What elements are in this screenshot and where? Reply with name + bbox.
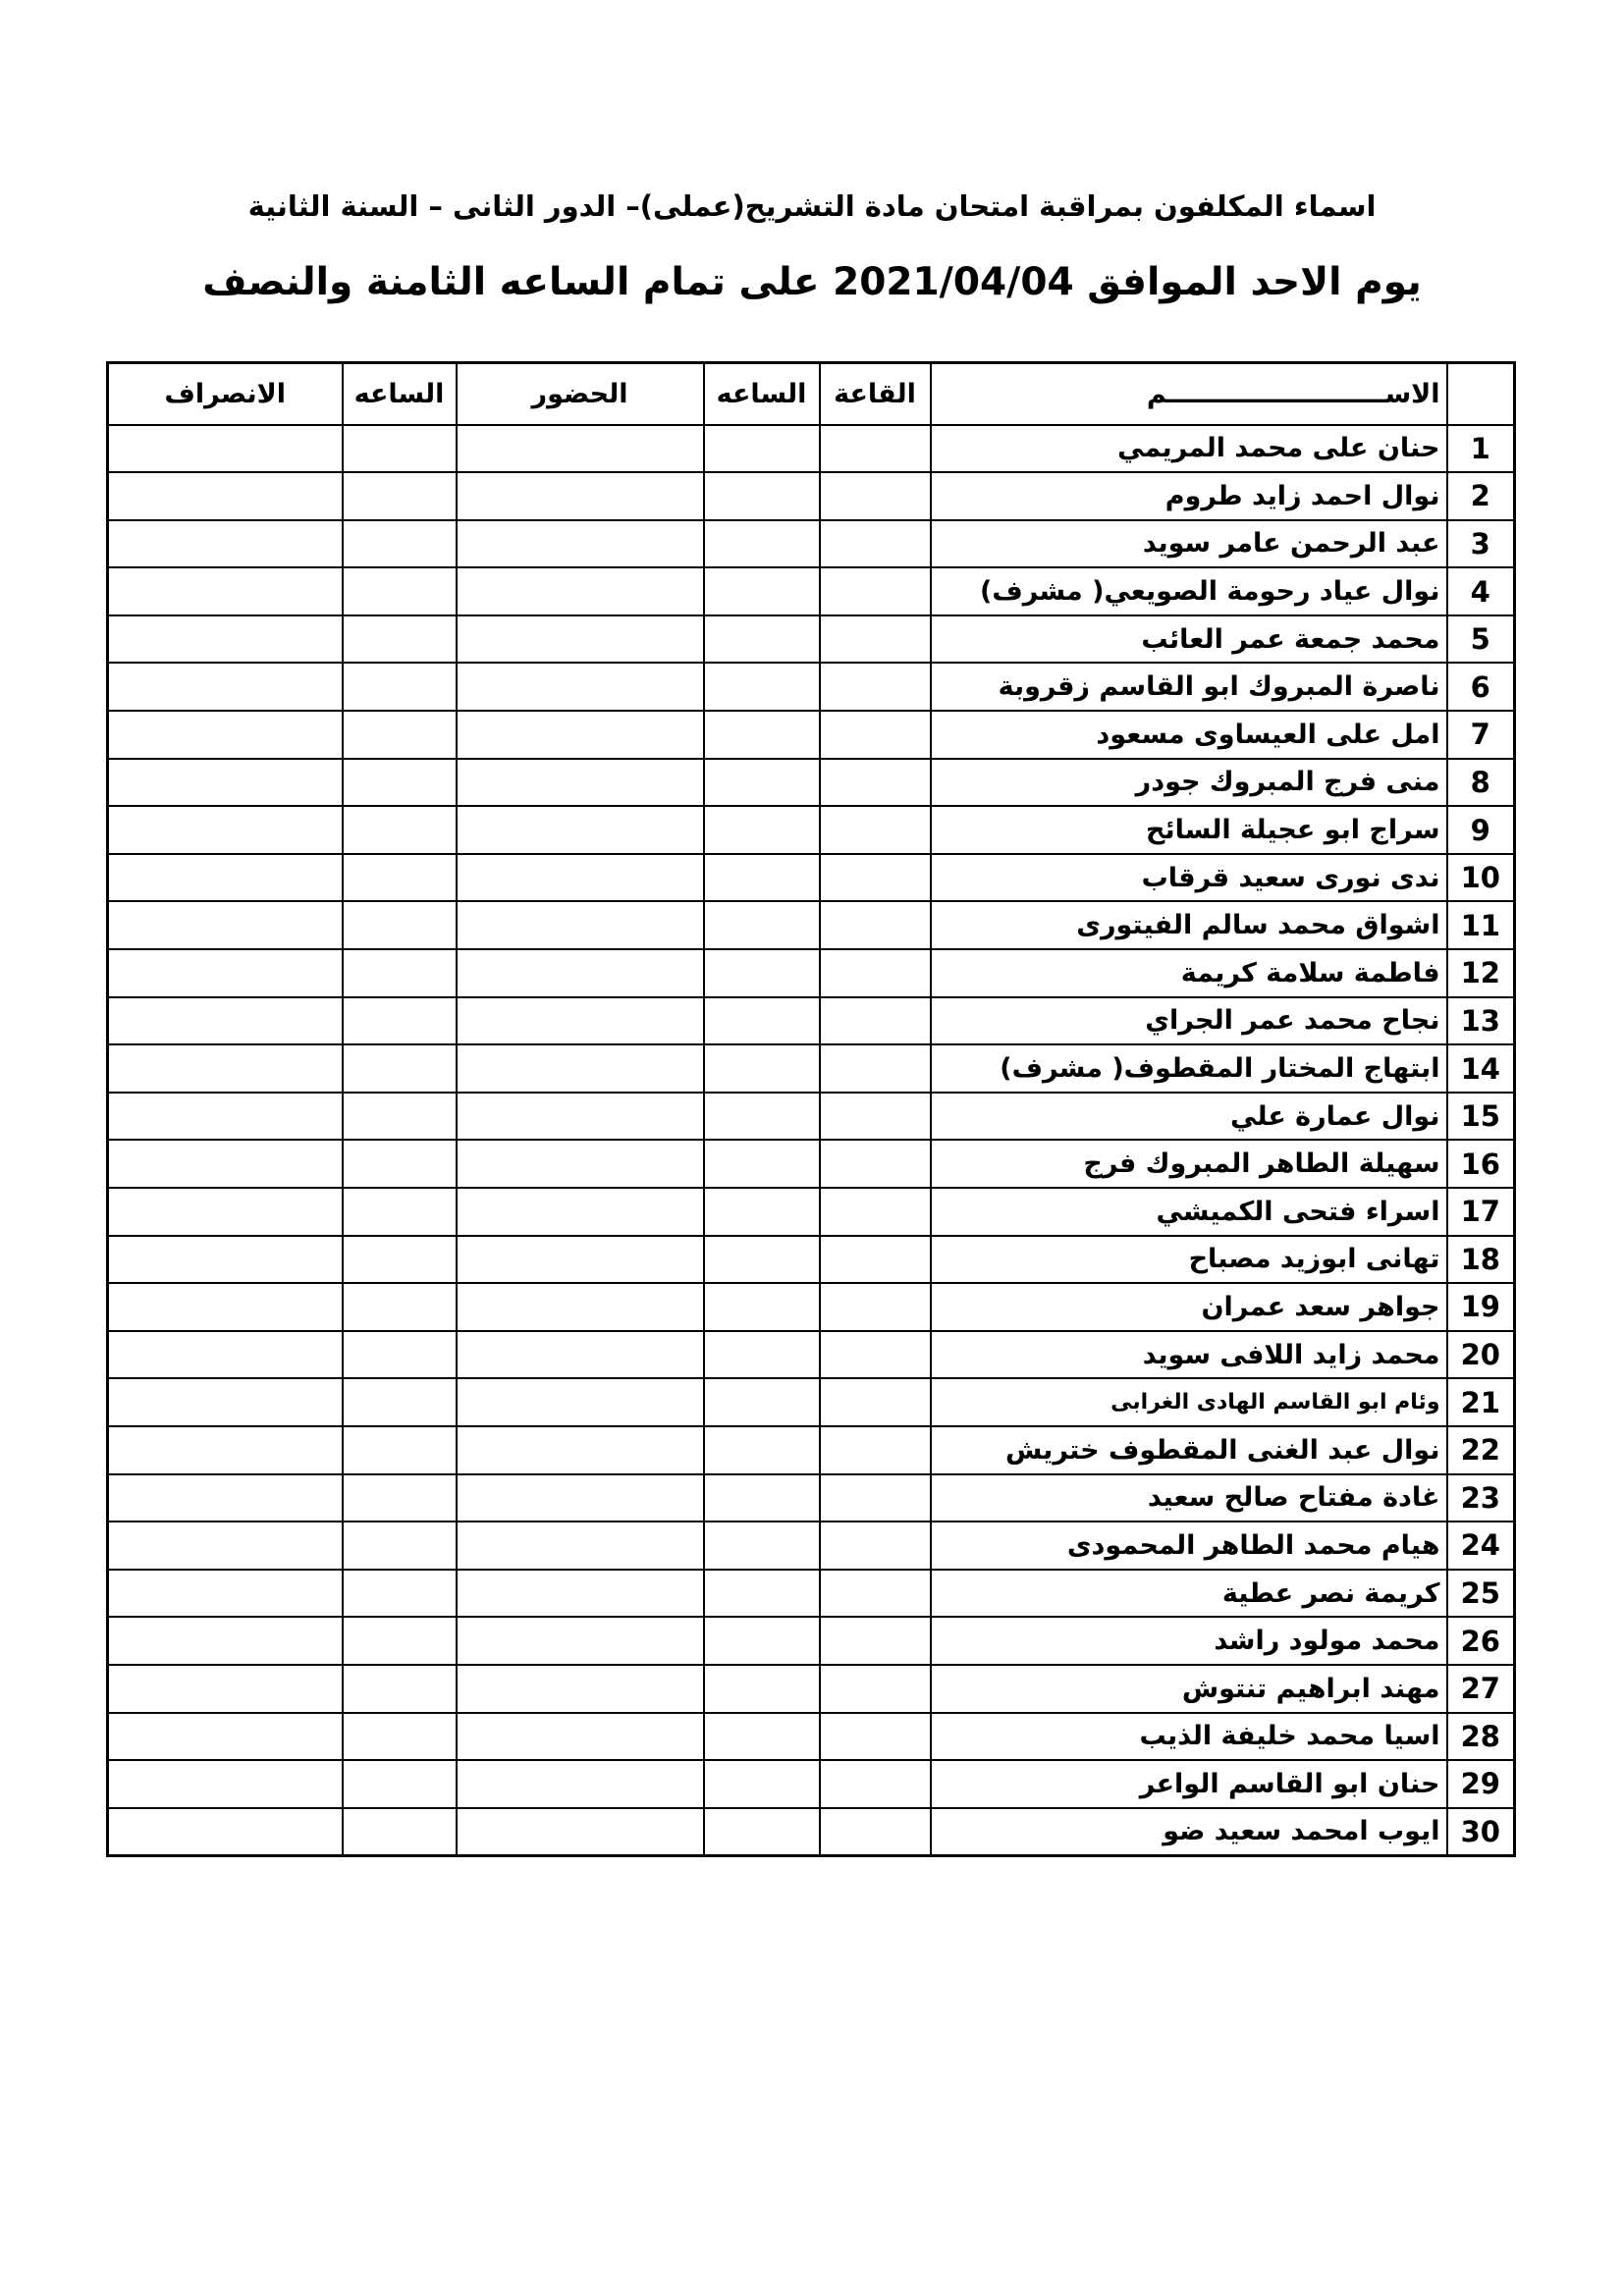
- hour-departure-cell: [343, 1808, 457, 1856]
- hour-departure-cell: [343, 1617, 457, 1665]
- hour-attendance-cell: [704, 567, 820, 615]
- hour-attendance-cell: [704, 1283, 820, 1331]
- departure-cell: [108, 854, 343, 902]
- name-cell: ابتهاج المختار المقطوف( مشرف): [931, 1044, 1447, 1093]
- hall-cell: [820, 949, 931, 997]
- name-cell: مهند ابراهيم تنتوش: [931, 1665, 1447, 1713]
- hour-departure-cell: [343, 1236, 457, 1284]
- row-number-cell: 28: [1447, 1713, 1515, 1761]
- header-row: [108, 363, 1515, 425]
- name-cell: ناصرة المبروك ابو القاسم زقروبة: [931, 663, 1447, 711]
- table-row: [108, 1665, 1515, 1713]
- attendance-cell: [457, 1617, 704, 1665]
- header-hour-attendance: الساعه: [704, 363, 820, 425]
- row-number-cell: 12: [1447, 949, 1515, 997]
- attendance-cell: [457, 854, 704, 902]
- departure-cell: [108, 663, 343, 711]
- row-number-cell: 14: [1447, 1044, 1515, 1093]
- departure-cell: [108, 1617, 343, 1665]
- attendance-cell: [457, 711, 704, 759]
- attendance-cell: [457, 759, 704, 807]
- hour-departure-cell: [343, 1378, 457, 1426]
- hall-cell: [820, 1808, 931, 1856]
- attendance-cell: [457, 425, 704, 473]
- hall-cell: [820, 567, 931, 615]
- hour-departure-cell: [343, 1093, 457, 1141]
- table-row: [108, 854, 1515, 902]
- hour-attendance-cell: [704, 472, 820, 520]
- attendance-cell: [457, 567, 704, 615]
- hall-cell: [820, 1378, 931, 1426]
- table-row: [108, 1331, 1515, 1379]
- header-hour-departure: الساعه: [343, 363, 457, 425]
- departure-cell: [108, 1093, 343, 1141]
- hall-cell: [820, 759, 931, 807]
- departure-cell: [108, 1283, 343, 1331]
- table-row: [108, 1617, 1515, 1665]
- table-row: [108, 567, 1515, 615]
- hour-attendance-cell: [704, 1188, 820, 1236]
- hour-departure-cell: [343, 1283, 457, 1331]
- table-row: [108, 997, 1515, 1045]
- name-cell: سهيلة الطاهر المبروك فرج: [931, 1140, 1447, 1188]
- departure-cell: [108, 1570, 343, 1618]
- departure-cell: [108, 567, 343, 615]
- attendance-cell: [457, 1474, 704, 1522]
- row-number-cell: 2: [1447, 472, 1515, 520]
- attendance-cell: [457, 1283, 704, 1331]
- hall-cell: [820, 663, 931, 711]
- table-row: [108, 806, 1515, 854]
- row-number-cell: 23: [1447, 1474, 1515, 1522]
- hall-cell: [820, 520, 931, 568]
- row-number-cell: 21: [1447, 1378, 1515, 1426]
- name-cell: نوال عياد رحومة الصويعي( مشرف): [931, 567, 1447, 615]
- name-cell: نوال عبد الغنى المقطوف ختريش: [931, 1426, 1447, 1474]
- departure-cell: [108, 1140, 343, 1188]
- row-number-cell: 9: [1447, 806, 1515, 854]
- row-number-cell: 16: [1447, 1140, 1515, 1188]
- name-cell: وئام ابو القاسم الهادى الغرابى: [931, 1378, 1447, 1426]
- departure-cell: [108, 901, 343, 949]
- name-cell: اشواق محمد سالم الفيتورى: [931, 901, 1447, 949]
- table-row: [108, 425, 1515, 473]
- hour-attendance-cell: [704, 1378, 820, 1426]
- attendance-cell: [457, 997, 704, 1045]
- name-cell: غادة مفتاح صالح سعيد: [931, 1474, 1447, 1522]
- table-row: [108, 901, 1515, 949]
- row-number-cell: 19: [1447, 1283, 1515, 1331]
- hour-attendance-cell: [704, 1713, 820, 1761]
- header-attendance: الحضور: [457, 363, 704, 425]
- hall-cell: [820, 472, 931, 520]
- row-number-cell: 4: [1447, 567, 1515, 615]
- hour-departure-cell: [343, 1474, 457, 1522]
- row-number-cell: 3: [1447, 520, 1515, 568]
- hour-attendance-cell: [704, 1522, 820, 1570]
- hall-cell: [820, 1522, 931, 1570]
- table-row: [108, 1378, 1515, 1426]
- hour-attendance-cell: [704, 520, 820, 568]
- hour-attendance-cell: [704, 425, 820, 473]
- hour-attendance-cell: [704, 1760, 820, 1808]
- hour-attendance-cell: [704, 1570, 820, 1618]
- departure-cell: [108, 1522, 343, 1570]
- table-row: [108, 1044, 1515, 1093]
- hour-attendance-cell: [704, 854, 820, 902]
- departure-cell: [108, 1044, 343, 1093]
- name-cell: فاطمة سلامة كريمة: [931, 949, 1447, 997]
- attendance-cell: [457, 901, 704, 949]
- hour-departure-cell: [343, 567, 457, 615]
- row-number-cell: 25: [1447, 1570, 1515, 1618]
- name-cell: حنان على محمد المريمي: [931, 425, 1447, 473]
- attendance-cell: [457, 472, 704, 520]
- table-row: [108, 1283, 1515, 1331]
- row-number-cell: 6: [1447, 663, 1515, 711]
- departure-cell: [108, 1236, 343, 1284]
- hall-cell: [820, 997, 931, 1045]
- name-cell: اسيا محمد خليفة الذيب: [931, 1713, 1447, 1761]
- invigilators-table: [106, 361, 1516, 1857]
- hour-attendance-cell: [704, 1236, 820, 1284]
- hour-attendance-cell: [704, 1093, 820, 1141]
- name-cell: ايوب امحمد سعيد ضو: [931, 1808, 1447, 1856]
- hour-departure-cell: [343, 1140, 457, 1188]
- attendance-cell: [457, 615, 704, 664]
- hour-departure-cell: [343, 1522, 457, 1570]
- hour-departure-cell: [343, 520, 457, 568]
- table-row: [108, 1236, 1515, 1284]
- hour-attendance-cell: [704, 1140, 820, 1188]
- hour-departure-cell: [343, 806, 457, 854]
- hour-attendance-cell: [704, 615, 820, 664]
- departure-cell: [108, 1188, 343, 1236]
- hall-cell: [820, 425, 931, 473]
- table-row: [108, 1188, 1515, 1236]
- hall-cell: [820, 1283, 931, 1331]
- hall-cell: [820, 1426, 931, 1474]
- departure-cell: [108, 997, 343, 1045]
- row-number-cell: 20: [1447, 1331, 1515, 1379]
- departure-cell: [108, 711, 343, 759]
- departure-cell: [108, 1474, 343, 1522]
- table-row: [108, 711, 1515, 759]
- departure-cell: [108, 615, 343, 664]
- row-number-cell: 22: [1447, 1426, 1515, 1474]
- departure-cell: [108, 1760, 343, 1808]
- hall-cell: [820, 806, 931, 854]
- hall-cell: [820, 1617, 931, 1665]
- row-number-cell: 30: [1447, 1808, 1515, 1856]
- hour-attendance-cell: [704, 997, 820, 1045]
- attendance-cell: [457, 1093, 704, 1141]
- attendance-cell: [457, 1808, 704, 1856]
- hour-departure-cell: [343, 759, 457, 807]
- table-row: [108, 949, 1515, 997]
- departure-cell: [108, 1331, 343, 1379]
- departure-cell: [108, 759, 343, 807]
- table-row: [108, 520, 1515, 568]
- name-cell: محمد جمعة عمر العائب: [931, 615, 1447, 664]
- hall-cell: [820, 1140, 931, 1188]
- name-cell: محمد زايد اللافى سويد: [931, 1331, 1447, 1379]
- row-number-cell: 26: [1447, 1617, 1515, 1665]
- name-cell: محمد مولود راشد: [931, 1617, 1447, 1665]
- row-number-cell: 10: [1447, 854, 1515, 902]
- attendance-cell: [457, 949, 704, 997]
- hour-departure-cell: [343, 1331, 457, 1379]
- attendance-cell: [457, 663, 704, 711]
- hour-departure-cell: [343, 1426, 457, 1474]
- name-cell: تهانى ابوزيد مصباح: [931, 1236, 1447, 1284]
- header-hall: القاعة: [820, 363, 931, 425]
- row-number-cell: 17: [1447, 1188, 1515, 1236]
- row-number-cell: 7: [1447, 711, 1515, 759]
- header-number: [1447, 363, 1515, 425]
- hall-cell: [820, 1236, 931, 1284]
- hour-attendance-cell: [704, 663, 820, 711]
- hour-attendance-cell: [704, 1474, 820, 1522]
- table-row: [108, 1570, 1515, 1618]
- attendance-cell: [457, 1522, 704, 1570]
- departure-cell: [108, 425, 343, 473]
- table-row: [108, 472, 1515, 520]
- name-cell: عبد الرحمن عامر سويد: [931, 520, 1447, 568]
- hour-attendance-cell: [704, 1426, 820, 1474]
- row-number-cell: 11: [1447, 901, 1515, 949]
- table-row: [108, 1093, 1515, 1141]
- name-cell: منى فرج المبروك جودر: [931, 759, 1447, 807]
- hour-departure-cell: [343, 425, 457, 473]
- attendance-cell: [457, 520, 704, 568]
- table-row: [108, 1474, 1515, 1522]
- attendance-cell: [457, 1044, 704, 1093]
- hour-departure-cell: [343, 901, 457, 949]
- table-row: [108, 663, 1515, 711]
- hour-departure-cell: [343, 615, 457, 664]
- name-cell: هيام محمد الطاهر المحمودى: [931, 1522, 1447, 1570]
- attendance-cell: [457, 806, 704, 854]
- attendance-cell: [457, 1378, 704, 1426]
- attendance-cell: [457, 1570, 704, 1618]
- attendance-cell: [457, 1140, 704, 1188]
- attendance-cell: [457, 1760, 704, 1808]
- hall-cell: [820, 1760, 931, 1808]
- departure-cell: [108, 949, 343, 997]
- hall-cell: [820, 1474, 931, 1522]
- hour-attendance-cell: [704, 1808, 820, 1856]
- document-title-line1: اسماء المكلفون بمراقبة امتحان مادة التشريح(عملى)– الدور الثانى – السنة الثانية: [247, 189, 1377, 223]
- departure-cell: [108, 806, 343, 854]
- row-number-cell: 18: [1447, 1236, 1515, 1284]
- hall-cell: [820, 1093, 931, 1141]
- hour-departure-cell: [343, 1760, 457, 1808]
- row-number-cell: 29: [1447, 1760, 1515, 1808]
- hour-attendance-cell: [704, 711, 820, 759]
- table-row: [108, 615, 1515, 664]
- row-number-cell: 8: [1447, 759, 1515, 807]
- hour-attendance-cell: [704, 1665, 820, 1713]
- hour-attendance-cell: [704, 949, 820, 997]
- hour-attendance-cell: [704, 1331, 820, 1379]
- attendance-cell: [457, 1426, 704, 1474]
- table-row: [108, 1760, 1515, 1808]
- table-row: [108, 1426, 1515, 1474]
- departure-cell: [108, 1426, 343, 1474]
- hour-departure-cell: [343, 1570, 457, 1618]
- hall-cell: [820, 901, 931, 949]
- hour-attendance-cell: [704, 1044, 820, 1093]
- name-cell: كريمة نصر عطية: [931, 1570, 1447, 1618]
- header-departure: الانصراف: [108, 363, 343, 425]
- attendance-cell: [457, 1236, 704, 1284]
- departure-cell: [108, 1713, 343, 1761]
- hour-attendance-cell: [704, 806, 820, 854]
- header-name: الاســــــــــــــــــــــــم: [931, 363, 1447, 425]
- departure-cell: [108, 1808, 343, 1856]
- row-number-cell: 27: [1447, 1665, 1515, 1713]
- hour-departure-cell: [343, 663, 457, 711]
- attendance-cell: [457, 1713, 704, 1761]
- row-number-cell: 15: [1447, 1093, 1515, 1141]
- departure-cell: [108, 1665, 343, 1713]
- hour-attendance-cell: [704, 759, 820, 807]
- attendance-cell: [457, 1331, 704, 1379]
- hall-cell: [820, 1044, 931, 1093]
- row-number-cell: 24: [1447, 1522, 1515, 1570]
- hall-cell: [820, 1188, 931, 1236]
- name-cell: جواهر سعد عمران: [931, 1283, 1447, 1331]
- row-number-cell: 1: [1447, 425, 1515, 473]
- hour-departure-cell: [343, 1665, 457, 1713]
- hour-departure-cell: [343, 1188, 457, 1236]
- document-title-line2: يوم الاحد الموافق 2021/04/04 على تمام الساعه الثامنة والنصف: [202, 260, 1422, 304]
- hall-cell: [820, 1570, 931, 1618]
- attendance-cell: [457, 1188, 704, 1236]
- name-cell: ندى نورى سعيد قرقاب: [931, 854, 1447, 902]
- hour-departure-cell: [343, 711, 457, 759]
- hour-departure-cell: [343, 472, 457, 520]
- hall-cell: [820, 1713, 931, 1761]
- hour-attendance-cell: [704, 901, 820, 949]
- name-cell: امل على العيساوى مسعود: [931, 711, 1447, 759]
- name-cell: سراج ابو عجيلة السائح: [931, 806, 1447, 854]
- row-number-cell: 13: [1447, 997, 1515, 1045]
- departure-cell: [108, 472, 343, 520]
- table-row: [108, 1522, 1515, 1570]
- hall-cell: [820, 1331, 931, 1379]
- table-row: [108, 1713, 1515, 1761]
- departure-cell: [108, 1378, 343, 1426]
- name-cell: اسراء فتحى الكميشي: [931, 1188, 1447, 1236]
- name-cell: حنان ابو القاسم الواعر: [931, 1760, 1447, 1808]
- table-row: [108, 759, 1515, 807]
- hall-cell: [820, 711, 931, 759]
- hour-departure-cell: [343, 1044, 457, 1093]
- table-body: [108, 425, 1515, 1856]
- hour-attendance-cell: [704, 1617, 820, 1665]
- name-cell: نجاح محمد عمر الجراي: [931, 997, 1447, 1045]
- name-cell: نوال احمد زايد طروم: [931, 472, 1447, 520]
- hour-departure-cell: [343, 1713, 457, 1761]
- departure-cell: [108, 520, 343, 568]
- hour-departure-cell: [343, 997, 457, 1045]
- hour-departure-cell: [343, 854, 457, 902]
- table-row: [108, 1140, 1515, 1188]
- attendance-cell: [457, 1665, 704, 1713]
- row-number-cell: 5: [1447, 615, 1515, 664]
- hour-departure-cell: [343, 949, 457, 997]
- name-cell: نوال عمارة علي: [931, 1093, 1447, 1141]
- table-row: [108, 1808, 1515, 1856]
- hall-cell: [820, 615, 931, 664]
- hall-cell: [820, 854, 931, 902]
- hall-cell: [820, 1665, 931, 1713]
